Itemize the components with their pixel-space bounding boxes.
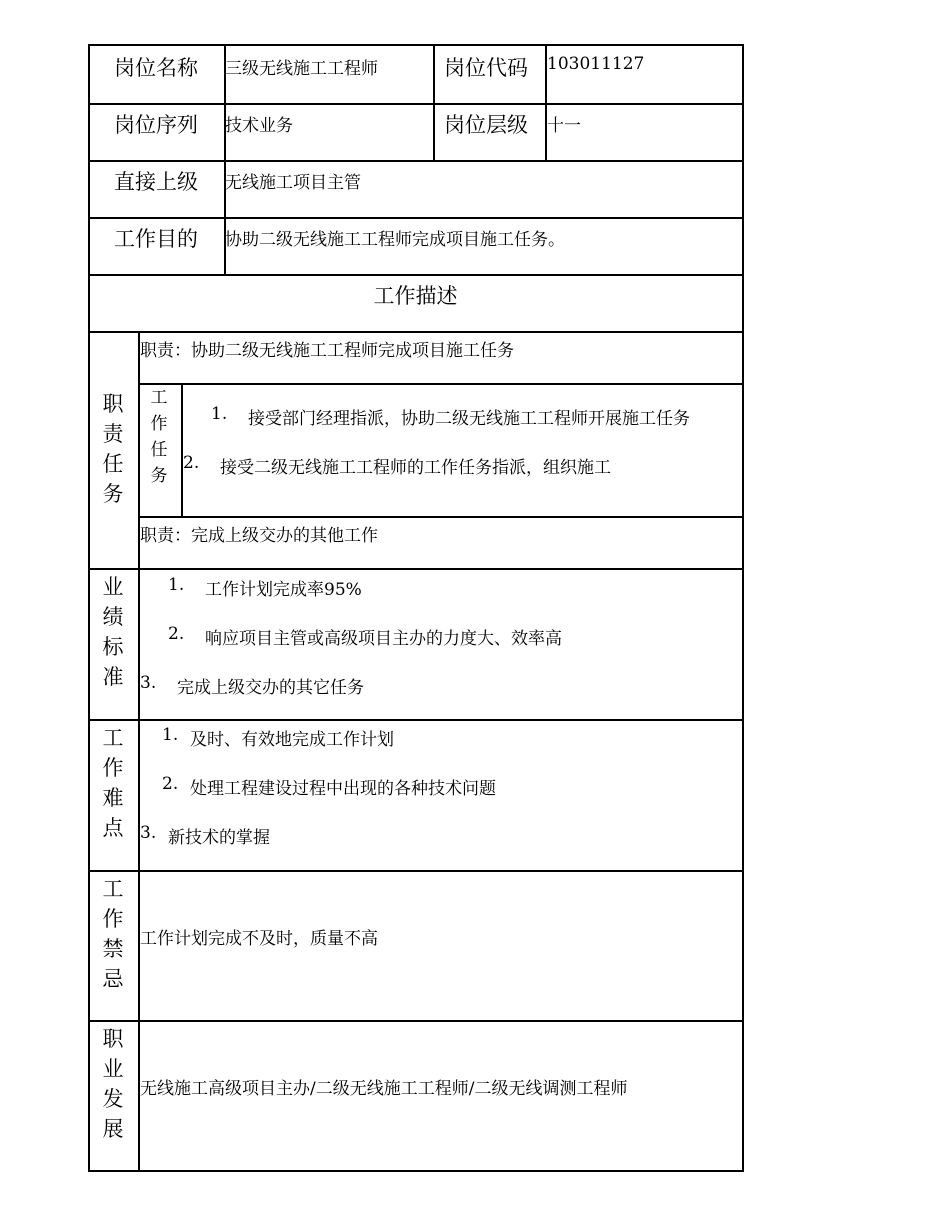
difficulty-3-num: 3. xyxy=(140,823,157,843)
section-title: 工作描述 xyxy=(373,284,458,308)
table-border xyxy=(88,1170,744,1172)
performance-item-3-text: 完成上级交办的其它任务 xyxy=(177,678,364,698)
table-border xyxy=(139,516,743,518)
table-border xyxy=(433,44,435,160)
purpose-value: 协助二级无线施工工程师完成项目施工任务。 xyxy=(225,230,565,250)
purpose-label: 工作目的 xyxy=(114,227,198,251)
task-1-text: 接受部门经理指派，协助二级无线施工工程师开展施工任务 xyxy=(248,409,690,429)
tasks-label: 工 作 任 务 xyxy=(150,388,168,486)
duty-2: 职责：完成上级交办的其他工作 xyxy=(140,526,378,546)
task-2-text: 接受二级无线施工工程师的工作任务指派，组织施工 xyxy=(220,458,611,478)
taboos-text: 工作计划完成不及时，质量不高 xyxy=(140,929,378,949)
difficulty-1-num: 1. xyxy=(162,725,179,745)
performance-item-1-num: 1. xyxy=(168,575,185,595)
table-border xyxy=(88,719,743,721)
supervisor-value: 无线施工项目主管 xyxy=(225,173,361,193)
post-series-value: 技术业务 xyxy=(225,116,293,136)
table-border xyxy=(742,44,744,1171)
table-border xyxy=(88,1020,743,1022)
table-border xyxy=(139,383,743,385)
job-description-table xyxy=(88,44,743,1171)
table-border xyxy=(88,568,743,570)
table-border xyxy=(88,870,743,872)
post-level-value: 十一 xyxy=(547,116,581,136)
performance-label: 业 绩 标 准 xyxy=(102,575,124,689)
task-1-num: 1. xyxy=(211,404,228,424)
difficulty-3-text: 新技术的掌握 xyxy=(168,828,270,848)
post-series-label: 岗位序列 xyxy=(114,113,198,137)
post-code-value: 103011127 xyxy=(547,54,645,74)
table-border xyxy=(88,217,743,219)
duties-label: 职 责 任 务 xyxy=(102,392,124,506)
table-border xyxy=(88,274,743,276)
difficulty-2-num: 2. xyxy=(162,774,179,794)
post-name-label: 岗位名称 xyxy=(114,56,198,80)
career-label: 职 业 发 展 xyxy=(102,1027,124,1141)
table-border xyxy=(88,160,743,162)
difficulty-2-text: 处理工程建设过程中出现的各种技术问题 xyxy=(190,779,496,799)
performance-item-2-num: 2. xyxy=(168,624,185,644)
difficulty-1-text: 及时、有效地完成工作计划 xyxy=(190,730,394,750)
table-border xyxy=(88,44,743,46)
post-code-label: 岗位代码 xyxy=(444,56,528,80)
table-border xyxy=(88,331,743,333)
supervisor-label: 直接上级 xyxy=(114,170,198,194)
performance-item-2-text: 响应项目主管或高级项目主办的力度大、效率高 xyxy=(205,629,562,649)
performance-item-3-num: 3. xyxy=(140,673,157,693)
table-border xyxy=(181,383,183,516)
duty-1: 职责：协助二级无线施工工程师完成项目施工任务 xyxy=(140,341,514,361)
difficulties-label: 工 作 难 点 xyxy=(102,726,124,840)
performance-item-1-text: 工作计划完成率95% xyxy=(205,580,362,600)
taboos-label: 工 作 禁 忌 xyxy=(102,877,124,991)
table-border xyxy=(88,103,743,105)
post-name-value: 三级无线施工工程师 xyxy=(225,59,378,79)
post-level-label: 岗位层级 xyxy=(444,113,528,137)
career-text: 无线施工高级项目主办/二级无线施工工程师/二级无线调测工程师 xyxy=(140,1079,628,1099)
task-2-num: 2. xyxy=(183,453,200,473)
